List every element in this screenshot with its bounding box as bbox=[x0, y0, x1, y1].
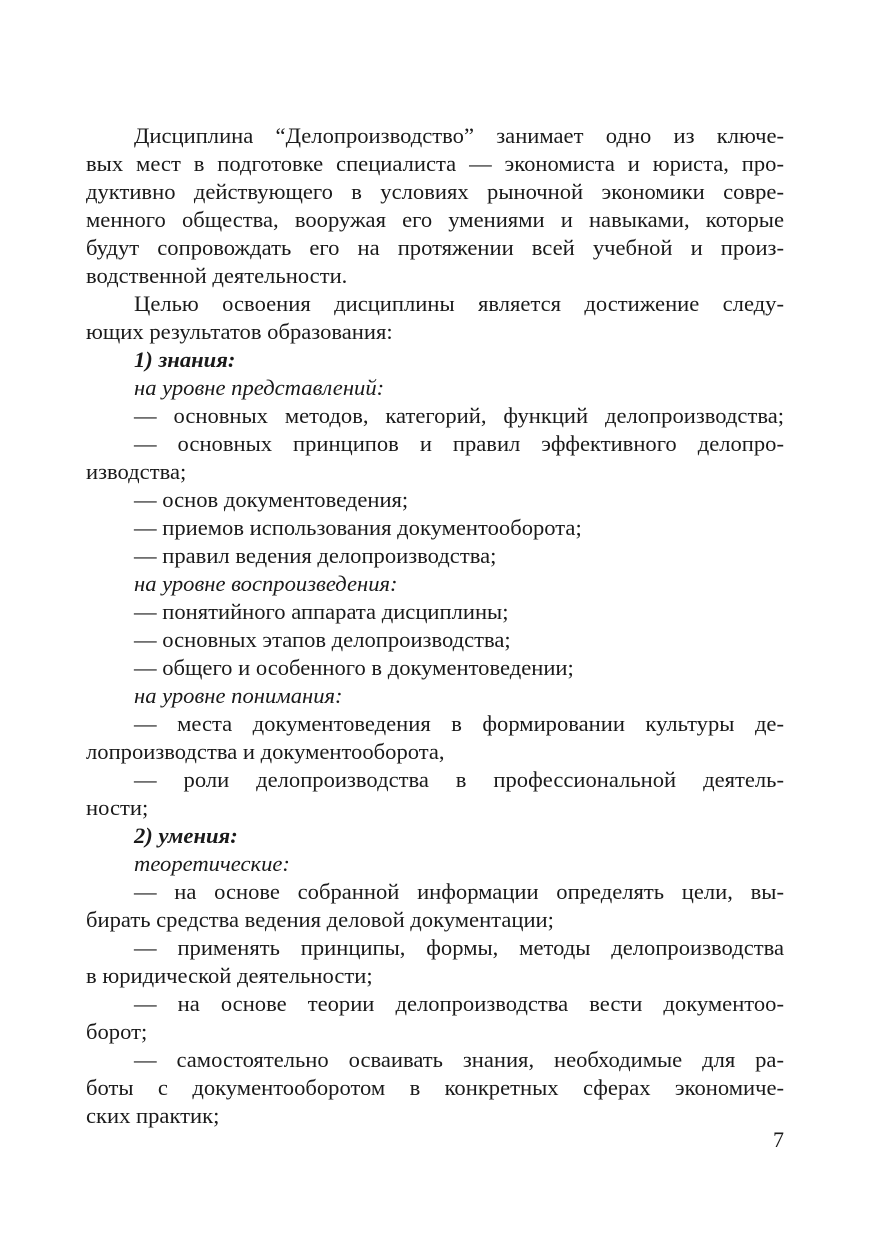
list-item-line: — приемов использования документооборота; bbox=[134, 515, 582, 540]
paragraph-line: будут сопровождать его на протяжении всей учебной и произ- bbox=[86, 235, 784, 260]
paragraph-line: менного общества, вооружая его умениями и навыками, которые bbox=[86, 207, 784, 232]
paragraph-line: водственной деятельности. bbox=[86, 263, 348, 288]
paragraph-line: изводства; bbox=[86, 459, 187, 484]
list-item-line: — на основе собранной информации определять цели, вы- bbox=[134, 879, 784, 904]
list-item-line: — понятийного аппарата дисциплины; bbox=[134, 599, 509, 624]
list-item-line: — роли делопроизводства в профессиональной деятель- bbox=[134, 767, 784, 792]
body-text bbox=[86, 122, 784, 1130]
paragraph-line: борот; bbox=[86, 1019, 148, 1044]
subsection-heading: на уровне представлений: bbox=[134, 375, 385, 400]
page-number: 7 bbox=[773, 1127, 784, 1152]
list-item-line: — места документоведения в формировании культуры де- bbox=[134, 711, 784, 736]
subsection-heading: на уровне воспроизведения: bbox=[134, 571, 398, 596]
paragraph-line: Целью освоения дисциплины является достижение следу- bbox=[134, 291, 784, 316]
list-item-line: — самостоятельно осваивать знания, необходимые для ра- bbox=[134, 1047, 784, 1072]
paragraph-line: вых мест в подготовке специалиста — экономиста и юриста, про- bbox=[86, 151, 784, 176]
paragraph-line: дуктивно действующего в условиях рыночной экономики совре- bbox=[86, 179, 784, 204]
list-item-line: — основных принципов и правил эффективного делопро- bbox=[134, 431, 784, 456]
paragraph-line: ющих результатов образования: bbox=[86, 319, 393, 344]
section-heading: 2) умения: bbox=[134, 823, 238, 848]
list-item-line: — правил ведения делопроизводства; bbox=[134, 543, 497, 568]
subsection-heading: на уровне понимания: bbox=[134, 683, 343, 708]
subsection-heading: теоретические: bbox=[134, 851, 290, 876]
paragraph-line: Дисциплина “Делопроизводство” занимает одно из ключе- bbox=[134, 123, 784, 148]
paragraph-line: в юридической деятельности; bbox=[86, 963, 373, 988]
paragraph-line: боты с документооборотом в конкретных сферах экономиче- bbox=[86, 1075, 784, 1100]
list-item-line: — основных этапов делопроизводства; bbox=[134, 627, 511, 652]
paragraph-line: ских практик; bbox=[86, 1103, 220, 1128]
list-item-line: — на основе теории делопроизводства вести документоо- bbox=[134, 991, 784, 1016]
list-item-line: — общего и особенного в документоведении; bbox=[134, 655, 574, 680]
list-item-line: — основных методов, категорий, функций делопроизводства; bbox=[134, 403, 784, 428]
paragraph-line: ности; bbox=[86, 795, 149, 820]
paragraph-line: лопроизводства и документооборота, bbox=[86, 739, 445, 764]
section-heading: 1) знания: bbox=[134, 347, 236, 372]
list-item-line: — основ документоведения; bbox=[134, 487, 409, 512]
paragraph-line: бирать средства ведения деловой документации; bbox=[86, 907, 554, 932]
list-item-line: — применять принципы, формы, методы делопроизводства bbox=[134, 935, 784, 960]
